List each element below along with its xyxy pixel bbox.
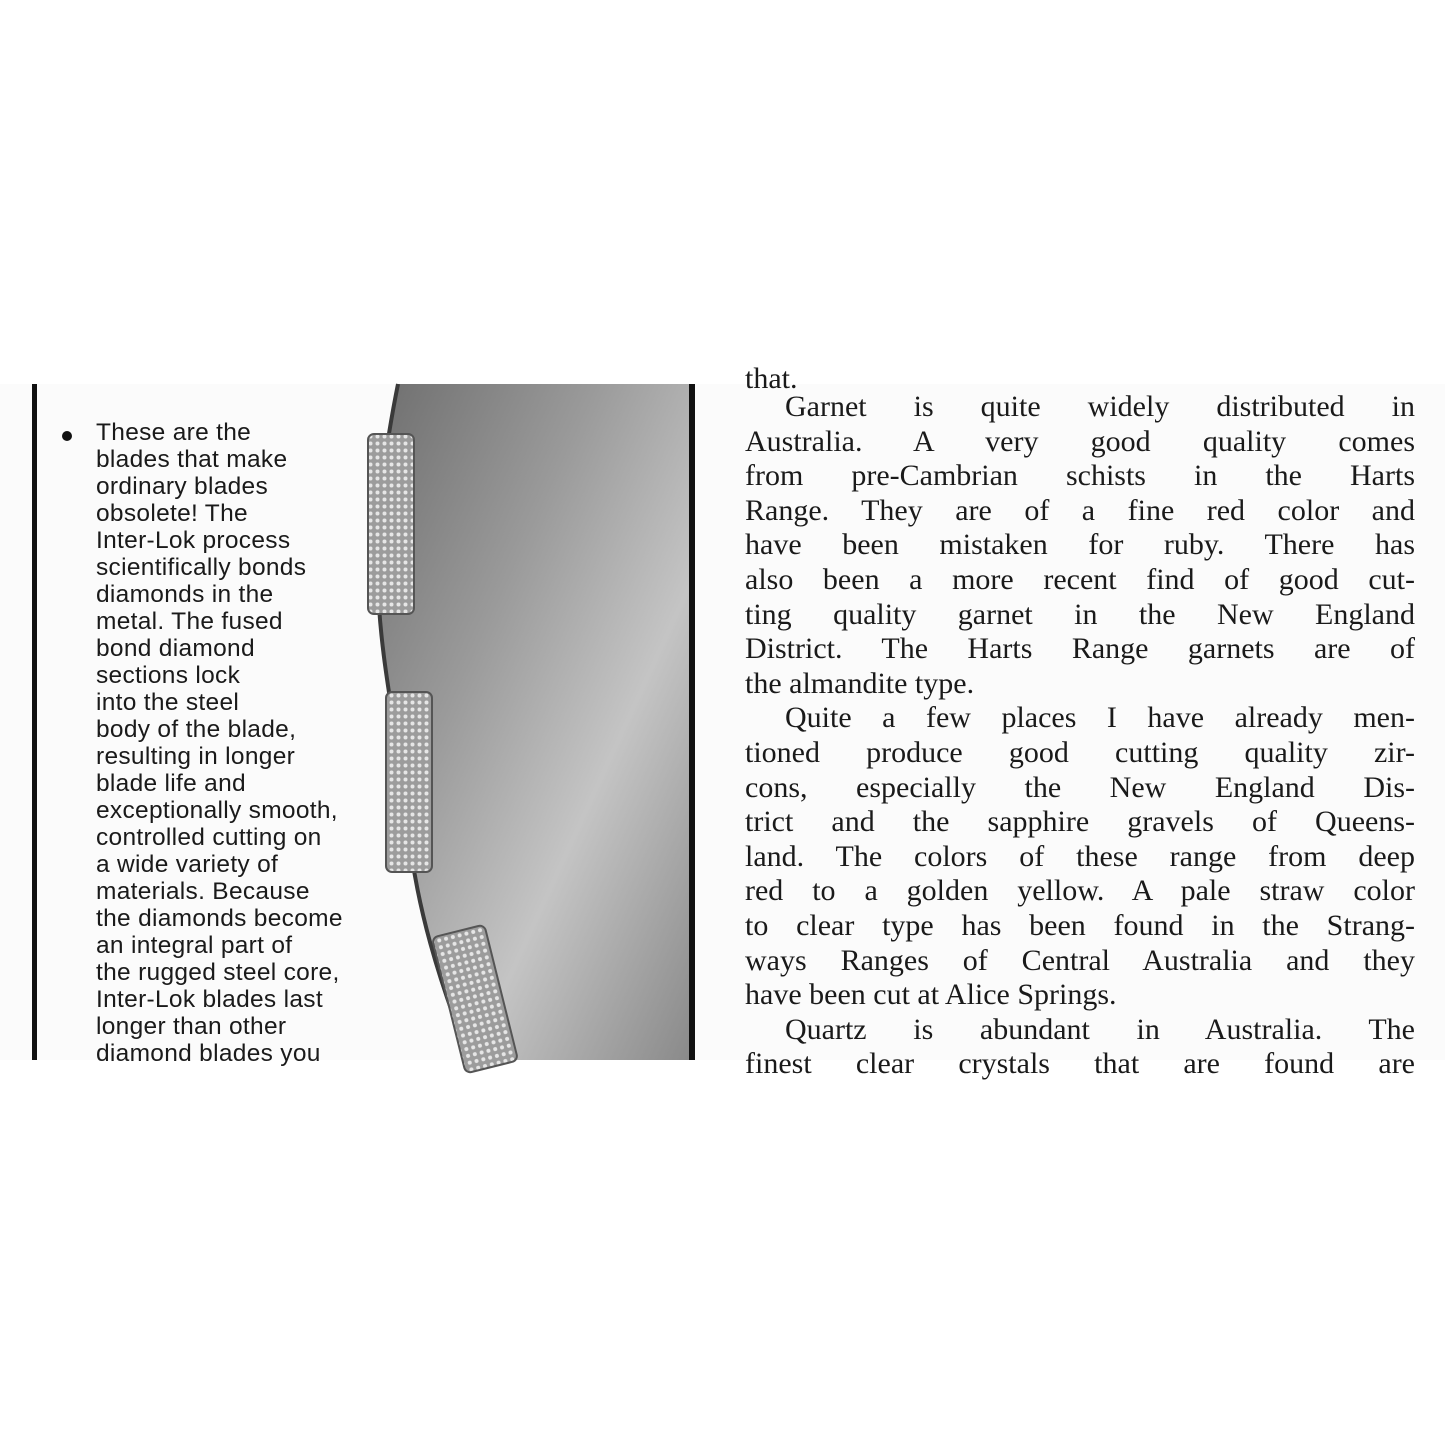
ad-line: These are the	[96, 419, 252, 446]
article-line: Quartz is abundant in Australia. The	[785, 1012, 1415, 1046]
magazine-clipping	[0, 362, 1445, 1081]
ad-line: blade life and	[96, 770, 246, 797]
ad-line: metal. The fused	[96, 608, 283, 635]
article-line: red to a golden yellow. A pale straw color	[745, 874, 1415, 908]
ad-line: resulting in longer	[96, 743, 296, 770]
ad-line: diamond blades you	[96, 1040, 321, 1067]
ad-line: blades that make	[96, 446, 288, 473]
ad-line: diamonds in the	[96, 581, 274, 608]
ad-line: ordinary blades	[96, 473, 269, 500]
ad-right-border-rule	[689, 384, 695, 1060]
ad-line: Inter-Lok process	[96, 527, 291, 554]
article-line: Australia. A very good quality comes	[745, 424, 1415, 458]
ad-line: scientifically bonds	[96, 554, 307, 581]
article-line: cons, especially the New England Dis-	[745, 770, 1415, 804]
article-line: ting quality garnet in the New England	[745, 597, 1415, 631]
saw-blade-photo	[360, 384, 689, 1060]
ad-line: a wide variety of	[96, 851, 279, 878]
article-column	[745, 362, 1415, 1081]
diamond-blade-advertisement	[0, 384, 696, 1067]
ad-line: the diamonds become	[96, 905, 343, 932]
article-line: Quite a few places I have already men-	[785, 701, 1415, 735]
ad-line: longer than other	[96, 1013, 287, 1040]
ad-line: controlled cutting on	[96, 824, 322, 851]
ad-line: obsolete! The	[96, 500, 248, 527]
article-line: Range. They are of a fine red color and	[745, 493, 1415, 527]
ad-line: Inter-Lok blades last	[96, 986, 323, 1013]
article-line: have been cut at Alice Springs.	[745, 978, 1117, 1012]
article-line: ways Ranges of Central Australia and they	[745, 943, 1415, 977]
paragraph-zircons	[745, 701, 1415, 1012]
article-line: from pre-Cambrian schists in the Harts	[745, 459, 1415, 493]
article-line: finest clear crystals that are found are	[745, 1047, 1415, 1081]
article-line: trict and the sapphire gravels of Queens-	[745, 805, 1415, 839]
ad-line: body of the blade,	[96, 716, 297, 743]
ad-line: materials. Because	[96, 878, 310, 905]
ad-line: exceptionally smooth,	[96, 797, 338, 824]
paragraph-garnet	[745, 390, 1415, 701]
ad-left-border-rule	[32, 384, 37, 1060]
article-line: have been mistaken for ruby. There has	[745, 528, 1415, 562]
bullet-point	[62, 431, 72, 441]
paragraph-quartz	[745, 1013, 1415, 1082]
ad-line: sections lock	[96, 662, 241, 689]
article-line: land. The colors of these range from deep	[745, 839, 1415, 873]
ad-line: bond diamond	[96, 635, 255, 662]
article-line: Garnet is quite widely distributed in	[785, 390, 1415, 423]
article-line: the almandite type.	[745, 666, 975, 700]
ad-line: the rugged steel core,	[96, 959, 340, 986]
article-line: also been a more recent find of good cut-	[745, 562, 1415, 596]
clipped-line-fragment: that.	[745, 362, 798, 395]
article-line: to clear type has been found in the Strang-	[745, 908, 1415, 942]
ad-body-text	[96, 419, 343, 1067]
article-line: tioned produce good cutting quality zir-	[745, 735, 1415, 769]
article-line: District. The Harts Range garnets are of	[745, 632, 1415, 666]
ad-line: an integral part of	[96, 932, 293, 959]
ad-line: into the steel	[96, 689, 240, 716]
